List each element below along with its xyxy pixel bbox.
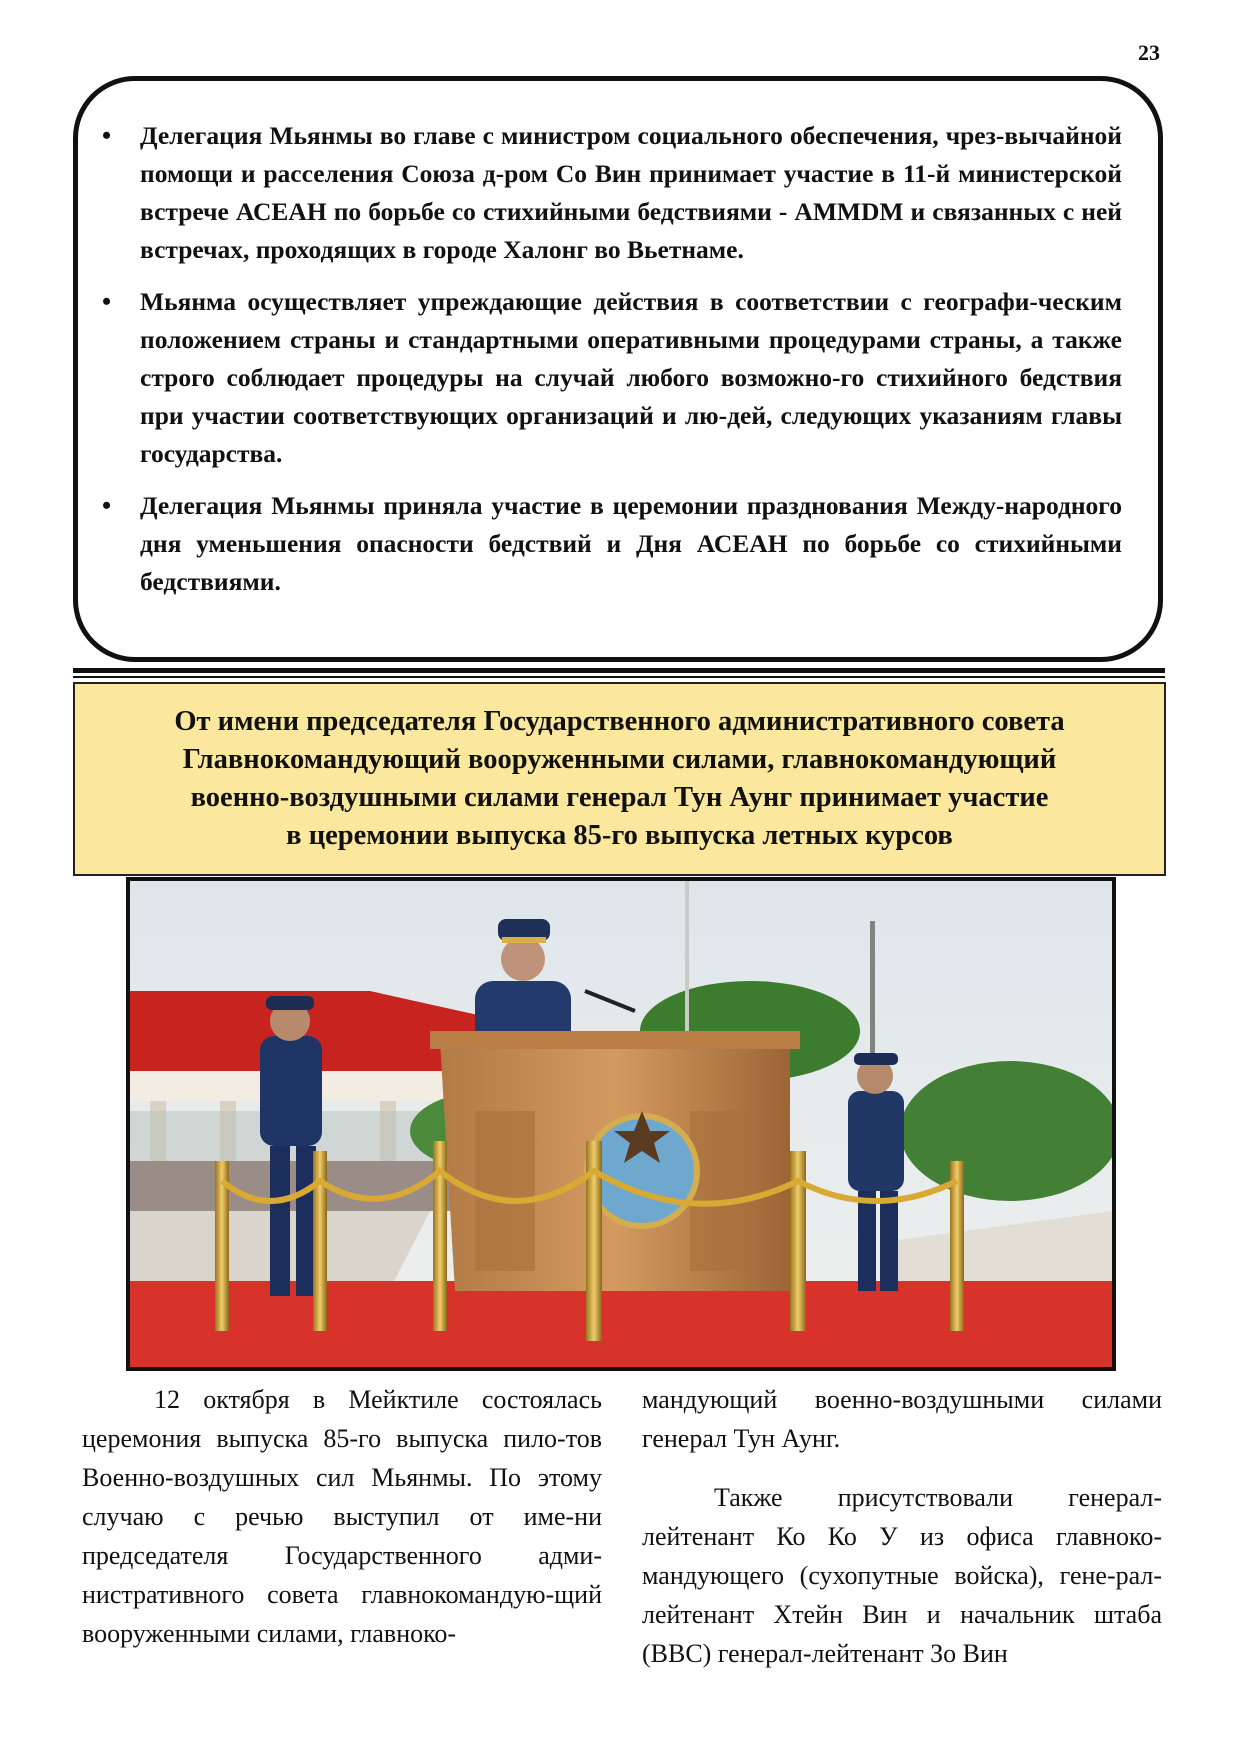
article-paragraph: 12 октября в Мейктиле состоялась церемония выпуска 85-го выпуска пило-тов Военно-воздушных сил Мьянмы. По этому случаю с речью выступил от име-ни председателя Государственного адми-нистративного совета главнокомандую-щий вооруженными силами, главноко-	[82, 1385, 602, 1648]
bullet-list	[140, 117, 1122, 601]
article-paragraph: мандующий военно-воздушными силами генерал Тун Аунг.	[642, 1385, 1162, 1453]
bullet-summary-box	[73, 76, 1163, 662]
ceremony-photo-illustration	[130, 881, 1112, 1367]
headline-line: От имени председателя Государственного административного совета	[174, 706, 1065, 737]
bullet-item: • Делегация Мьянмы приняла участие в церемонии празднования Между-народного дня уменьшения опасности бедствий и Дня АСЕАН по борьбе со стихийными бедствиями.	[140, 487, 1122, 601]
bullet-item: • Мьянма осуществляет упреждающие действия в соответствии с географи-ческим положением страны и стандартными оперативными процедурами страны, а также строго соблюдает процедуры на случай любого возможно-го стихийного бедствия при участии соответствующих организаций и лю-дей, следующих указаниям главы государства.	[140, 283, 1122, 473]
paragraph-gap	[642, 1458, 1162, 1478]
divider-thin	[73, 676, 1165, 678]
headline-line: Главнокомандующий вооруженными силами, главнокомандующий	[182, 744, 1057, 775]
article-column-left	[82, 1380, 602, 1653]
article-column-right	[642, 1380, 1162, 1673]
headline-line: в церемонии выпуска 85-го выпуска летных курсов	[286, 820, 953, 851]
divider-thick	[73, 668, 1165, 673]
ceremony-photo	[126, 877, 1116, 1371]
headline-line: военно-воздушными силами генерал Тун Аунг принимает участие	[190, 782, 1049, 813]
article-headline	[73, 682, 1166, 876]
article-paragraph: Также присутствовали генерал-лейтенант Ко Ко У из офиса главноко-мандующего (сухопутные войска), гене-рал-лейтенант Хтейн Вин и начальник штаба (ВВС) генерал-лейтенант Зо Вин	[642, 1483, 1162, 1668]
page-number: 23	[1138, 40, 1160, 65]
bullet-item: • Делегация Мьянмы во главе с министром социального обеспечения, чрез-вычайной помощи и расселения Союза д-ром Со Вин принимает участие в 11-й министерской встрече АСЕАН по борьбе со стихийными бедствиями - AMMDM и связанных с ней встречах, проходящих в городе Халонг во Вьетнаме.	[140, 117, 1122, 269]
